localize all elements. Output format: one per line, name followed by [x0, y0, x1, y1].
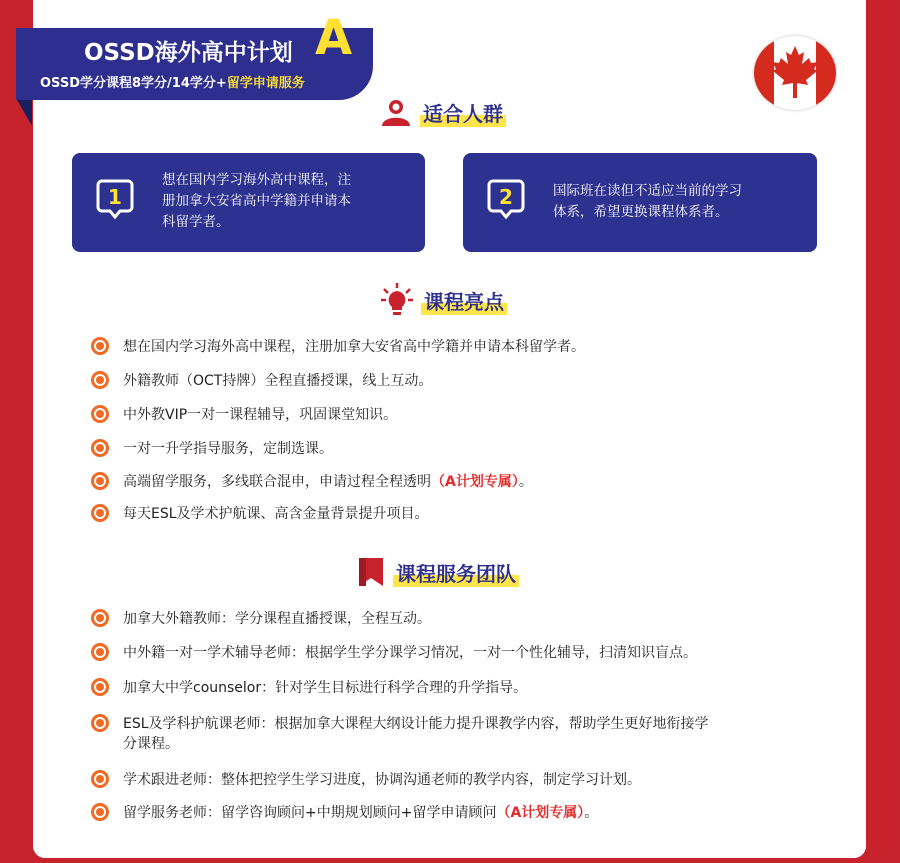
highlight-text-2: 外籍教师（OCT持牌）全程直播授课，线上互动。 [123, 373, 433, 389]
banner-subtitle-highlight: 留学申请服务 [226, 76, 305, 91]
bullet-icon [91, 337, 109, 355]
bullet-icon [91, 609, 109, 627]
team-item-2 [91, 643, 697, 663]
audience-text-1-line2: 册加拿大安省高中学籍并申请本 [162, 193, 351, 209]
highlight-item-6 [91, 504, 429, 524]
banner-subtitle [40, 72, 305, 91]
highlight-item-1 [91, 337, 585, 357]
bullet-icon [91, 472, 109, 490]
audience-card-2 [463, 153, 817, 252]
team-item-6 [91, 803, 598, 823]
people-icon [380, 99, 412, 127]
bookmark-flag-icon [357, 556, 385, 588]
team-item-1 [91, 609, 431, 629]
bullet-icon [91, 770, 109, 788]
banner-subtitle-main: OSSD学分课程8学分/14学分+ [40, 76, 227, 91]
team-item-4 [91, 714, 709, 754]
bullet-icon [91, 714, 109, 732]
team-text-6-tail: 。 [584, 805, 599, 821]
team-text-5: 学术跟进老师：整体把控学生学习进度，协调沟通老师的教学内容，制定学习计划。 [123, 772, 641, 788]
highlights-heading [381, 283, 507, 317]
team-text-6: 留学服务老师：留学咨询顾问+中期规划顾问+留学申请顾问 [123, 805, 497, 821]
team-text-2: 中外籍一对一学术辅导老师：根据学生学分课学习情况，一对一个性化辅导，扫清知识盲点。 [123, 645, 697, 661]
highlight-item-3 [91, 405, 397, 425]
audience-title: 适合人群 [420, 98, 506, 127]
number-1-label: 1 [108, 185, 122, 209]
audience-text-2 [553, 181, 742, 223]
highlight-text-3: 中外教VIP一对一课程辅导，巩固课堂知识。 [123, 407, 398, 423]
audience-text-2-line1: 国际班在读但不适应当前的学习 [553, 183, 742, 199]
plan-a-exclusive-tag: （A计划专属） [496, 805, 585, 821]
audience-card-1 [72, 153, 425, 252]
highlight-text-4: 一对一升学指导服务，定制选课。 [123, 441, 333, 457]
highlight-text-6: 每天ESL及学术护航课、高含金量背景提升项目。 [123, 506, 429, 522]
audience-text-1-line1: 想在国内学习海外高中课程，注 [162, 172, 351, 188]
banner-fold [16, 98, 32, 126]
plan-a-badge: A [315, 10, 353, 66]
highlight-text-5-tail: 。 [518, 474, 533, 490]
audience-heading [380, 98, 506, 127]
banner-title: OSSD海外高中计划 [84, 40, 293, 66]
bullet-icon [91, 439, 109, 457]
highlight-item-4 [91, 439, 333, 459]
bullet-icon [91, 803, 109, 821]
team-text-4-line2: 分课程。 [123, 736, 179, 752]
audience-text-2-line2: 体系，希望更换课程体系者。 [553, 204, 729, 220]
bullet-icon [91, 371, 109, 389]
highlight-item-5 [91, 472, 533, 492]
bullet-icon [91, 678, 109, 696]
lightbulb-icon [381, 283, 413, 317]
team-text-3: 加拿大中学counselor：针对学生目标进行科学合理的升学指导。 [123, 680, 528, 696]
highlights-title: 课程亮点 [421, 286, 507, 315]
number-2-label: 2 [499, 185, 513, 209]
plan-a-exclusive-tag: （A计划专属） [431, 474, 519, 490]
highlight-item-2 [91, 371, 432, 391]
highlight-text-5: 高端留学服务，多线联合混申，申请过程全程透明 [123, 474, 431, 490]
number-2-icon [487, 179, 525, 219]
bullet-icon [91, 643, 109, 661]
bullet-icon [91, 504, 109, 522]
team-item-3 [91, 678, 527, 698]
bullet-icon [91, 405, 109, 423]
canada-flag-icon [754, 36, 836, 110]
team-text-4-line1: ESL及学科护航课老师：根据加拿大课程大纲设计能力提升课教学内容，帮助学生更好地衔接学 [123, 716, 709, 732]
team-heading [357, 556, 519, 588]
highlight-text-1: 想在国内学习海外高中课程，注册加拿大安省高中学籍并申请本科留学者。 [123, 339, 585, 355]
team-item-5 [91, 770, 641, 790]
audience-text-1 [162, 170, 351, 233]
team-title: 课程服务团队 [393, 558, 519, 587]
number-1-icon [96, 179, 134, 219]
audience-text-1-line3: 科留学者。 [162, 214, 230, 230]
team-text-1: 加拿大外籍教师：学分课程直播授课，全程互动。 [123, 611, 431, 627]
